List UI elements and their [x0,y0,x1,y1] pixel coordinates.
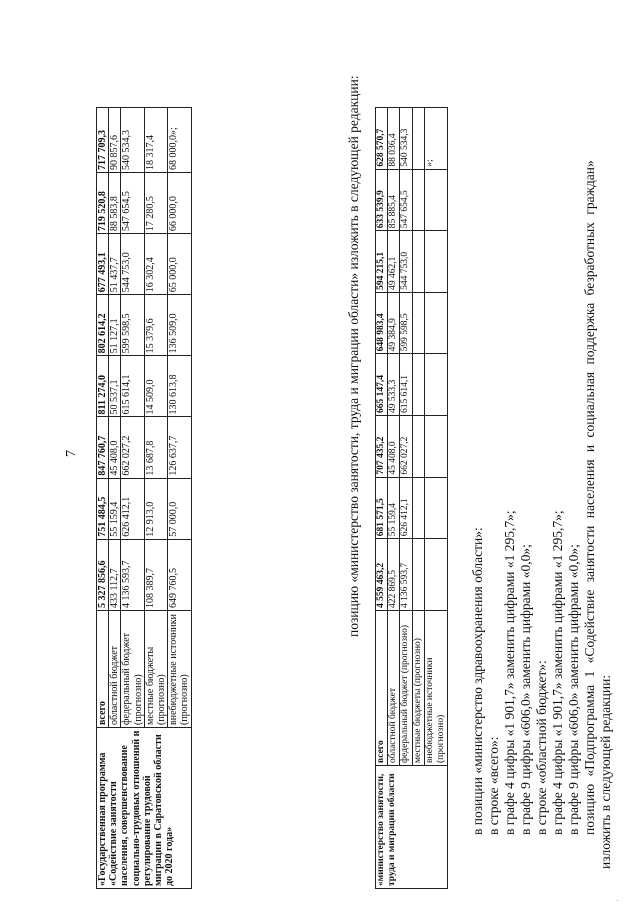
amount-cell [424,416,447,478]
amount-cell: 50 537,1 [109,356,121,417]
amount-cell: »; [424,108,447,170]
amendment-line: в строке «областной бюджет»: [534,660,549,835]
table-row [97,108,109,889]
amount-cell: 717 709,3 [97,108,109,173]
amendment-line: в графе 9 цифры «606,0» заменить цифрами «0,0»; [518,544,533,835]
amount-cell: 55 159,4 [388,477,400,539]
amount-cell: 65 000,0 [168,234,191,295]
amount-cell: 802 614,2 [97,295,109,356]
amount-cell: 626 412,1 [400,477,412,539]
amount-cell [424,169,447,231]
amount-cell: 51 127,1 [109,295,121,356]
table-body [376,108,448,889]
amount-cell: 847 760,7 [97,417,109,478]
amount-cell: 665 147,4 [376,354,388,416]
amount-cell: 662 027,2 [121,417,144,478]
amount-cell [412,231,424,293]
amount-cell: 615 614,1 [400,354,412,416]
amount-cell [424,354,447,416]
amount-cell: 626 412,1 [121,478,144,539]
amount-cell: 540 534,3 [121,108,144,173]
amount-cell [412,354,424,416]
amount-cell: 68 000,0»; [168,108,191,173]
amount-cell: 547 654,5 [400,169,412,231]
amendment-line: изложить в следующей редакции: [598,674,613,869]
table-body [97,108,192,889]
amount-cell [412,292,424,354]
funding-source-cell: местные бюджеты (прогнозно) [144,611,167,728]
funding-source-cell: федеральный бюджет (прогнозно) [121,611,144,728]
amount-cell [424,539,447,611]
amount-cell [412,108,424,170]
amount-cell [412,539,424,611]
amount-cell: 547 654,5 [121,172,144,233]
amount-cell: 599 598,5 [121,295,144,356]
funding-source-cell: областной бюджет [109,611,121,728]
amount-cell: 85 885,4 [388,169,400,231]
amount-cell: 662 027,2 [400,416,412,478]
amount-cell: 18 317,4 [144,108,167,173]
funding-source-cell: всего [376,611,388,766]
amount-cell: 719 520,8 [97,172,109,233]
instruction-paragraph: позицию «министерство занятости, труда и миграции области» изложить в следующей редакции: [346,75,361,637]
amount-cell: 57 000,0 [168,478,191,539]
amount-cell: 66 000,0 [168,172,191,233]
program-name-cell: «министерство занятости, труда и миграции области [376,766,448,889]
amount-cell: 707 435,2 [376,416,388,478]
amount-cell: 433 112,7 [109,539,121,610]
amendment-line: в позиции «министерство здравоохранения области»: [470,527,485,835]
amount-cell: 108 389,7 [144,539,167,610]
amount-cell: 90 857,6 [109,108,121,173]
amount-cell: 599 598,5 [400,292,412,354]
funding-source-cell: внебюджетные источники (прогнозно) [168,611,191,728]
amount-cell: 14 509,0 [144,356,167,417]
amount-cell: 49 462,1 [388,231,400,293]
amount-cell: 88 036,4 [388,108,400,170]
amount-cell: 544 753,0 [121,234,144,295]
funding-source-cell: федеральный бюджет (прогнозно) [400,611,412,766]
amount-cell: 4 559 463,2 [376,539,388,611]
funding-source-cell: местные бюджеты (прогнозно) [412,611,424,766]
amount-cell: 648 983,4 [376,292,388,354]
funding-source-cell: внебюджетные источники (прогнозно) [424,611,447,766]
amount-cell: 677 493,1 [97,234,109,295]
margin-mark: . [614,899,620,901]
amount-cell: 49 384,9 [388,292,400,354]
amount-cell: 594 215,1 [376,231,388,293]
amount-cell: 615 614,1 [121,356,144,417]
amount-cell [424,477,447,539]
amendment-line: в графе 4 цифры «1 901,7» заменить цифрами «1 295,7»; [502,510,517,835]
amount-cell: 136 509,0 [168,295,191,356]
financing-table-ministry-employment [375,107,448,889]
page-number: 7 [64,450,79,457]
amount-cell: 13 687,8 [144,417,167,478]
amendment-line: в графе 4 цифры «1 901,7» заменить цифрами «1 295,7»; [550,510,565,835]
amount-cell: 540 534,3 [400,108,412,170]
amount-cell: 55 159,4 [109,478,121,539]
amendment-line: в графе 9 цифры «606,0» заменить цифрами «0,0»; [566,544,581,835]
amount-cell: 811 274,0 [97,356,109,417]
amount-cell [412,477,424,539]
amount-cell: 88 583,8 [109,172,121,233]
amount-cell: 4 136 593,7 [400,539,412,611]
amount-cell [412,416,424,478]
amount-cell: 633 539,9 [376,169,388,231]
amount-cell: 15 379,6 [144,295,167,356]
amount-cell: 17 280,5 [144,172,167,233]
amount-cell: 5 327 856,6 [97,539,109,610]
amount-cell [412,169,424,231]
amount-cell: 4 136 593,7 [121,539,144,610]
amount-cell: 51 437,7 [109,234,121,295]
table-row [376,108,388,889]
amount-cell: 681 571,5 [376,477,388,539]
amount-cell: 12 913,0 [144,478,167,539]
amendment-line: позицию «Подпрограмма 1 «Содействие занятости населения и социальная поддержка безработных граждан» [582,160,597,835]
funding-source-cell: всего [97,611,109,728]
amount-cell: 16 302,4 [144,234,167,295]
amount-cell: 45 408,0 [388,416,400,478]
amount-cell [424,292,447,354]
funding-source-cell: областной бюджет [388,611,400,766]
amount-cell: 751 484,5 [97,478,109,539]
amount-cell: 628 570,7 [376,108,388,170]
amount-cell: 649 760,5 [168,539,191,610]
amendment-line: в строке «всего»: [486,736,501,835]
program-name-cell: «Государственная программа «Содействие занятости населения, совершенствование социально-трудовых отношений и регулирование трудовой миграции в Саратовской области до 2020 года» [97,728,192,889]
amount-cell [424,231,447,293]
amount-cell: 544 753,0 [400,231,412,293]
amount-cell: 126 637,7 [168,417,191,478]
financing-table-state-program [96,107,192,889]
amount-cell: 130 613,8 [168,356,191,417]
amount-cell: 45 408,0 [109,417,121,478]
amount-cell: 422 869,5 [388,539,400,611]
amount-cell: 49 533,3 [388,354,400,416]
